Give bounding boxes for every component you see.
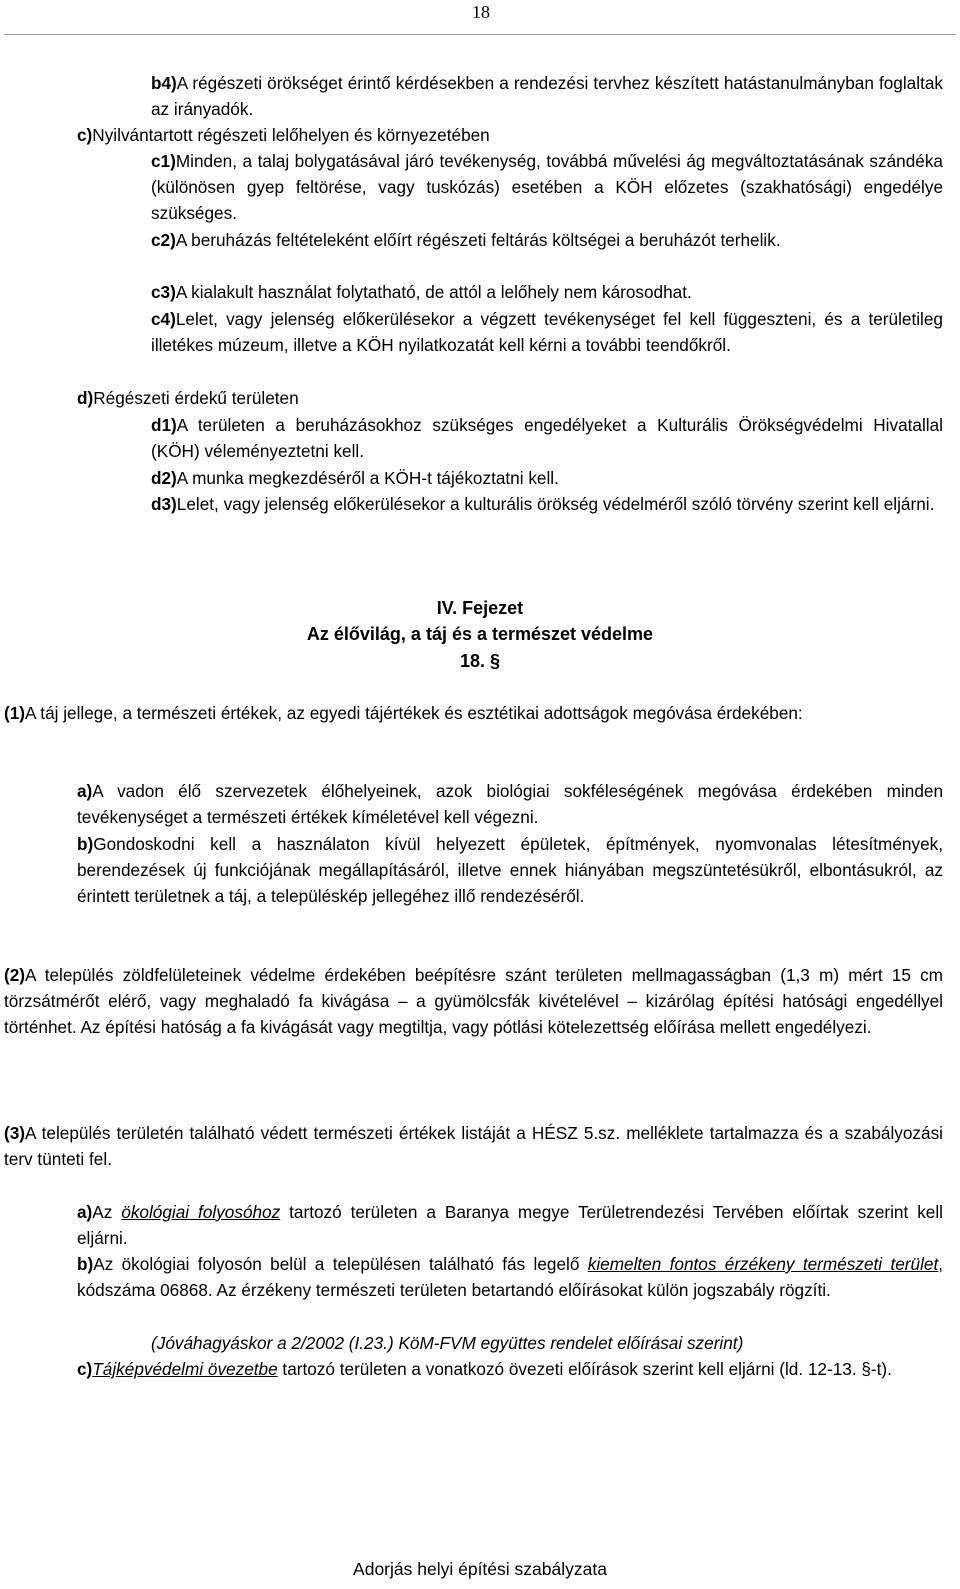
section-c1 xyxy=(151,148,943,226)
section-label: c2) xyxy=(151,230,176,250)
section-text: A munka megkezdéséről a KÖH-t tájékoztatni kell. xyxy=(176,468,559,488)
paragraph-label: b) xyxy=(77,1254,94,1274)
section-text: Lelet, vagy jelenség előkerülésekor a kulturális örökség védelméről szóló törvény szerint kell eljárni. xyxy=(176,494,935,514)
section-label: c4) xyxy=(151,309,176,329)
section-label: c1) xyxy=(151,151,176,171)
section-c4 xyxy=(151,306,943,358)
paragraph-label: (2) xyxy=(4,965,26,985)
section-text: A területen a beruházásokhoz szükséges engedélyeket a Kulturális Örökségvédelmi Hivatallal (KÖH) véleményeztetni kell. xyxy=(151,415,943,461)
section-text: Nyilvántartott régészeti lelőhelyen és környezetében xyxy=(92,125,490,145)
paragraph-3b xyxy=(77,1251,943,1303)
section-label: b4) xyxy=(151,73,177,93)
section-c3 xyxy=(151,279,943,305)
section-text: Lelet, vagy jelenség előkerülésekor a végzett tevékenységet fel kell függeszteni, és a területileg illetékes múzeum, illetve a KÖH nyilatkozatát kell kérni a további teendőkről. xyxy=(151,309,943,355)
paragraph-text: Az xyxy=(92,1202,122,1222)
paragraph-text: A vadon élő szervezetek élőhelyeinek, azok biológiai sokféleségének megóvása érdekében minden tevékenységet a természeti értékek kíméletével kell végezni. xyxy=(77,781,943,827)
section-label: d1) xyxy=(151,415,177,435)
paragraph-text: A táj jellege, a természeti értékek, az egyedi tájértékek és esztétikai adottságok megóvása érdekében: xyxy=(25,703,803,723)
paragraph-label: (3) xyxy=(4,1123,26,1143)
section-label: c) xyxy=(77,125,93,145)
section-d1 xyxy=(151,412,943,464)
section-c2 xyxy=(151,227,943,253)
section-d xyxy=(77,385,943,411)
paragraph-label: (1) xyxy=(4,703,26,723)
paragraph-3-note: (Jóváhagyáskor a 2/2002 (I.23.) KöM-FVM együttes rendelet előírásai szerint) xyxy=(151,1333,744,1353)
section-text: A beruházás feltételeként előírt régészeti feltárás költségei a beruházót terhelik. xyxy=(175,230,781,250)
paragraph-3a xyxy=(77,1199,943,1251)
paragraph-text: Az ökológiai folyosón belül a településen található fás legelő xyxy=(93,1254,588,1274)
section-d2 xyxy=(151,465,943,491)
paragraph-label: c) xyxy=(77,1359,93,1379)
section-text: Régészeti érdekű területen xyxy=(93,388,299,408)
page-header xyxy=(0,0,960,38)
paragraph-text: tartozó területen a vonatkozó övezeti előírások szerint kell eljárni (ld. 12-13. §-t). xyxy=(277,1359,892,1379)
section-label: d3) xyxy=(151,494,177,514)
section-label: d2) xyxy=(151,468,177,488)
paragraph-2 xyxy=(4,962,943,1040)
paragraph-label: a) xyxy=(77,1202,93,1222)
paragraph-text: tartozó területen a Baranya megye Területrendezési Tervében előírtak szerint kell eljárni. xyxy=(77,1202,943,1248)
paragraph-text: , kódszáma 06868. Az érzékeny természeti területen betartandó előírásokat külön jogszabály rögzíti. xyxy=(77,1254,944,1300)
chapter-title: Az élővilág, a táj és a természet védelme xyxy=(306,624,654,644)
paragraph-label: a) xyxy=(77,781,93,801)
section-label: d) xyxy=(77,388,94,408)
paragraph-text: Gondoskodni kell a használaton kívül helyezett épületek, építmények, nyomvonalas létesítmények, berendezések új funkciójának megállapításáról, illetve ennek hiányában megszüntetésükről, elbontásukról, az érintett területnek a táj, a településkép jellegéhez illő rendezéséről. xyxy=(77,834,943,906)
section-c xyxy=(77,122,943,148)
paragraph-3 xyxy=(4,1120,943,1172)
page-number: 18 xyxy=(472,2,490,22)
page-footer: Adorjás helyi építési szabályzata xyxy=(353,1559,607,1579)
paragraph-3c xyxy=(77,1356,943,1382)
landscape-zone-term: Tájképvédelmi övezetbe xyxy=(92,1359,278,1379)
paragraph-1a xyxy=(77,778,943,830)
paragraph-1 xyxy=(4,700,943,726)
paragraph-1b xyxy=(77,831,943,909)
section-b4 xyxy=(151,70,943,122)
sensitive-area-term: kiemelten fontos érzékeny természeti terület xyxy=(587,1254,939,1274)
section-label: c3) xyxy=(151,282,176,302)
paragraph-text: A település zöldfelületeinek védelme érdekében beépítésre szánt területen mellmagasságban (1,3 m) mért 15 cm törzsátmérőt elérő, vagy meghaladó fa kivágása – a gyümölcsfák kivételével – kizárólag építési hatósági engedéllyel történhet. Az építési hatóság a fa kivágását vagy megtiltja, vagy pótlási kötelezettség előírása mellett engedélyezi. xyxy=(4,965,943,1037)
ecological-corridor-term: ökológiai folyosóhoz xyxy=(121,1202,281,1222)
section-text: A kialakult használat folytatható, de attól a lelőhely nem károsodhat. xyxy=(175,282,692,302)
section-text: Minden, a talaj bolygatásával járó tevékenység, továbbá művelési ág megváltoztatásának szándéka (különösen gyep feltörése, vagy tuskózás) esetében a KÖH előzetes (szakhatósági) engedélye szükséges. xyxy=(151,151,943,223)
paragraph-text: A település területén található védett természeti értékek listáját a HÉSZ 5.sz. melléklete tartalmazza és a szabályozási terv tünteti fel. xyxy=(4,1123,943,1169)
section-text: A régészeti örökséget érintő kérdésekben a rendezési tervhez készített hatástanulmányban foglaltak az irányadók. xyxy=(151,73,943,119)
paragraph-label: b) xyxy=(77,834,94,854)
paragraph-number: 18. § xyxy=(459,651,501,671)
section-d3 xyxy=(151,491,943,517)
chapter-number: IV. Fejezet xyxy=(436,598,524,618)
header-rule xyxy=(4,34,956,35)
